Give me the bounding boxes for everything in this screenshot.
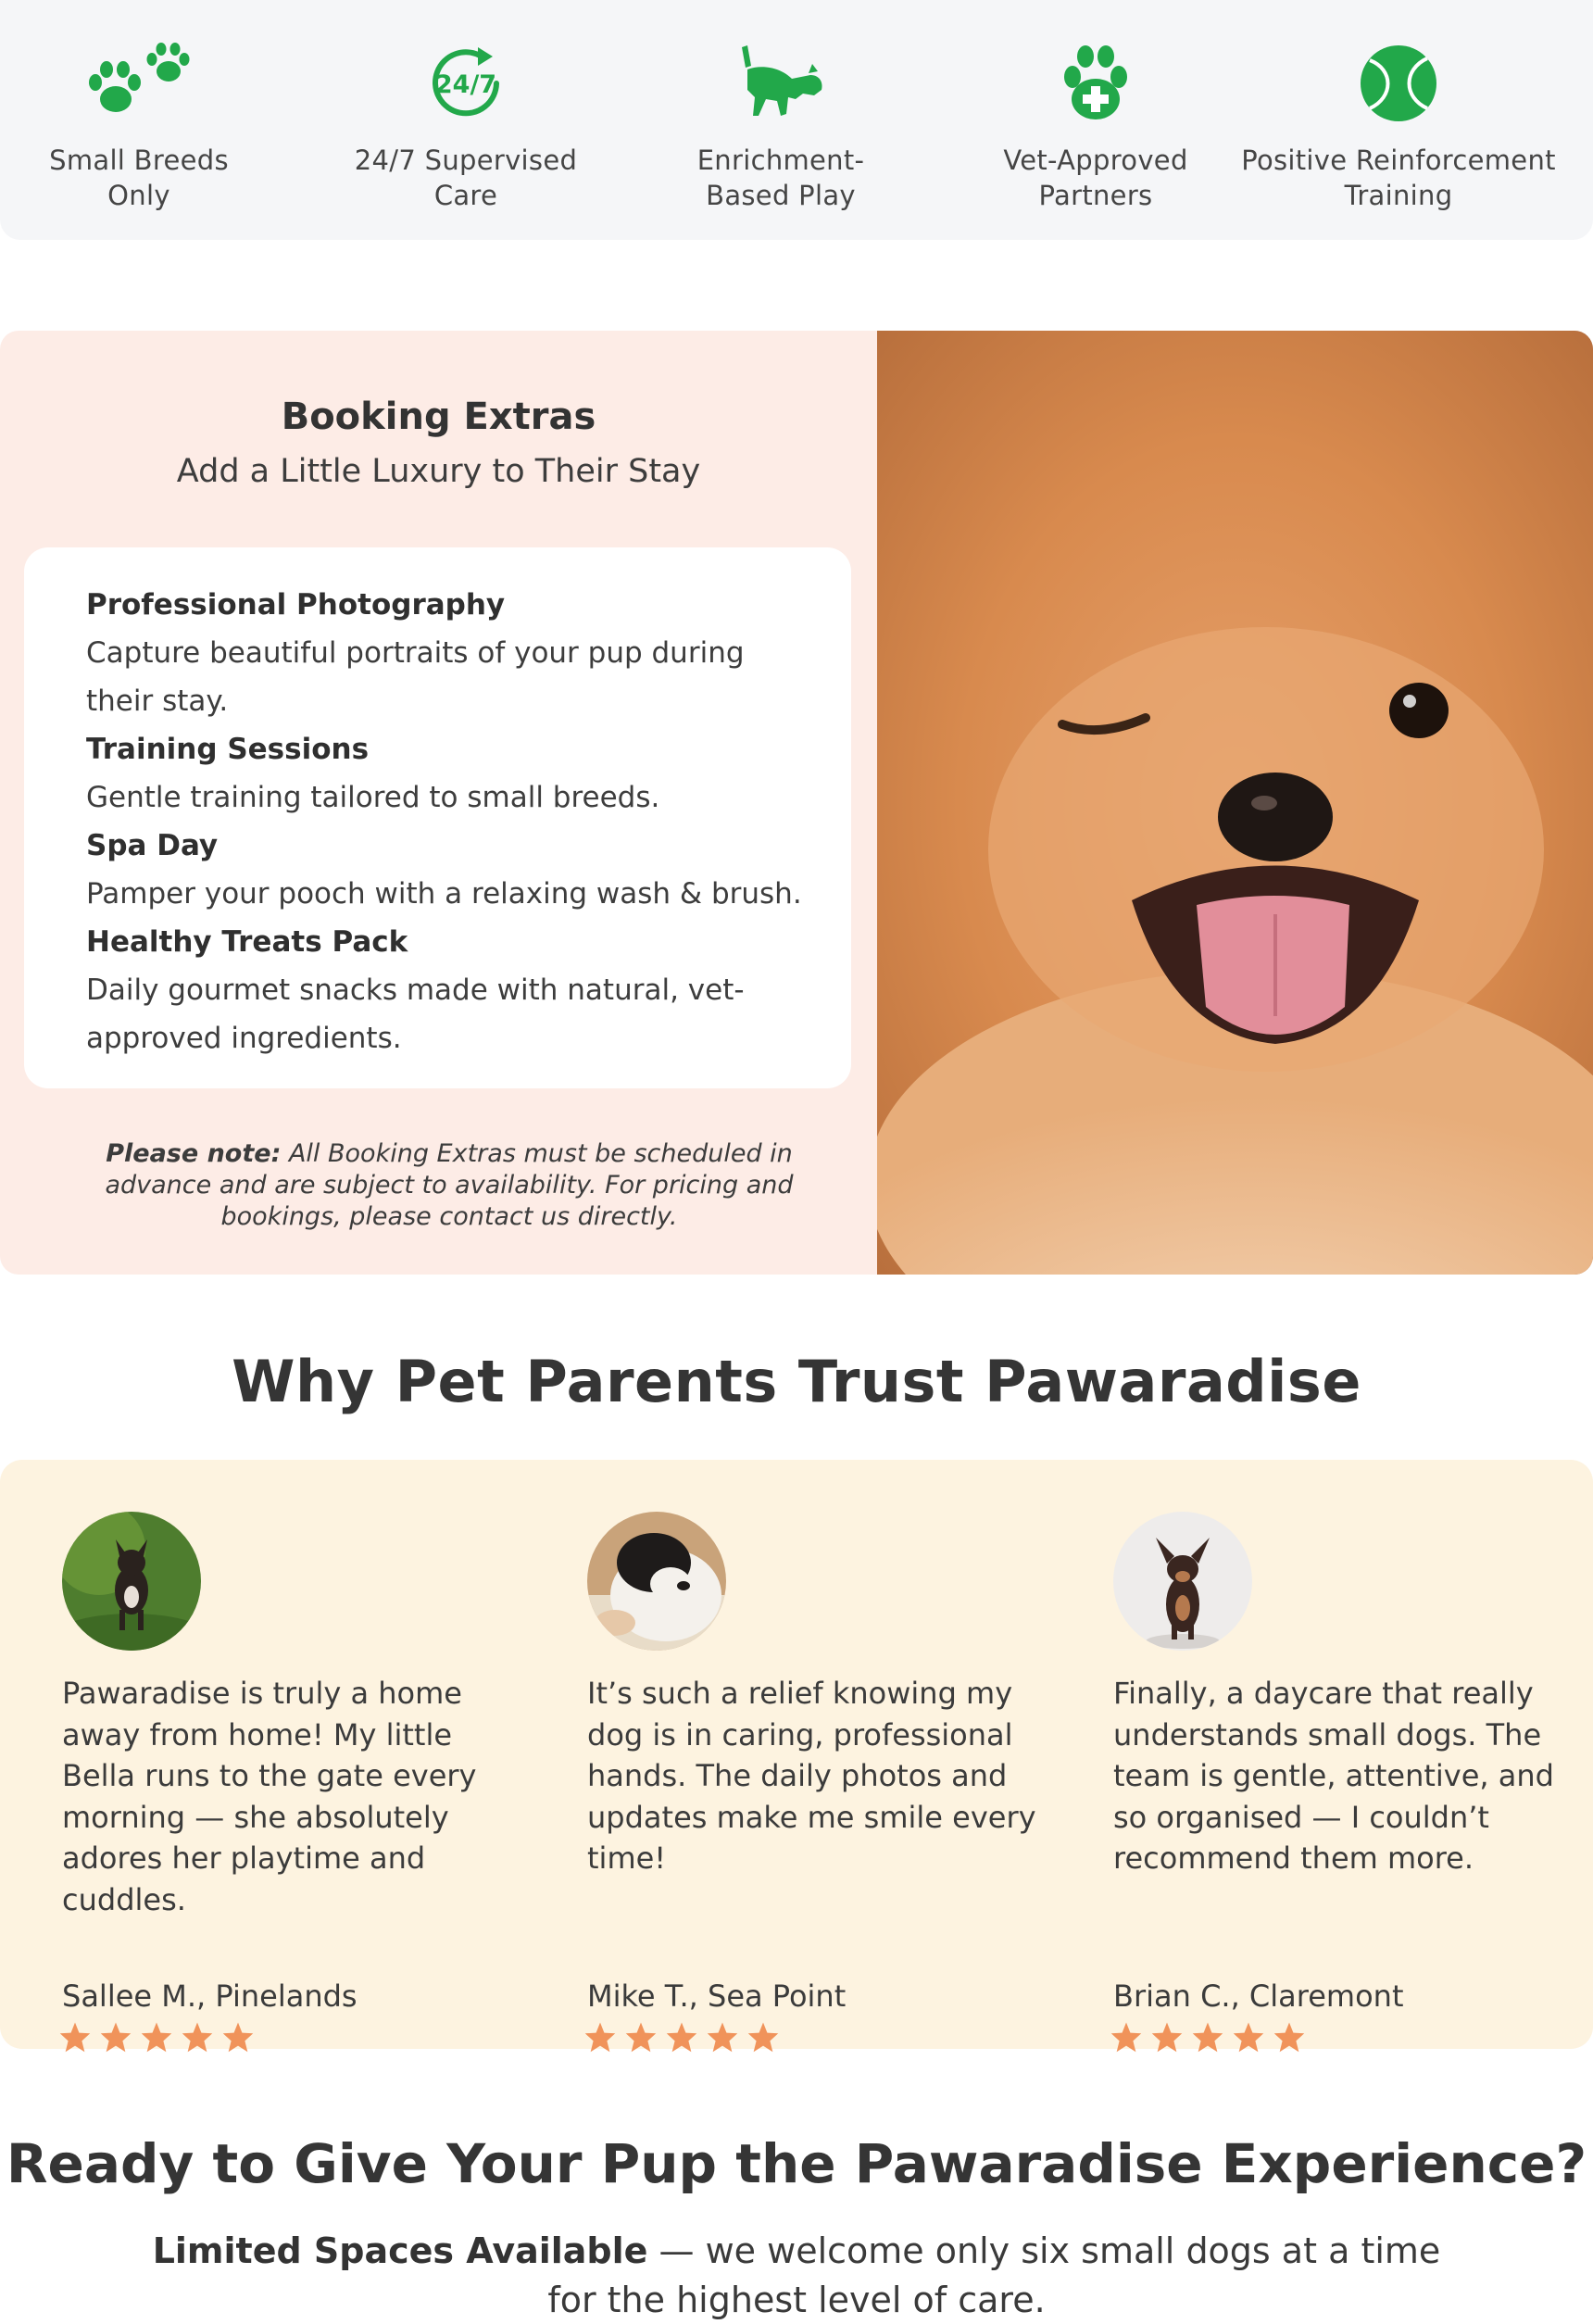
star-icon [1150,2021,1184,2053]
testimonials-title: Why Pet Parents Trust Pawaradise [232,1348,1361,1415]
booking-extras-section [0,331,1593,1275]
star-icon [624,2021,658,2053]
star-icon [665,2021,698,2053]
testimonial-quote: Finally, a daycare that really understands small dogs. The team is gentle, attentive, and so organised — I couldn’t recommend them more. [1113,1676,1554,1876]
testimonials-section [0,1460,1593,2049]
tennis-ball-icon [1241,37,1556,130]
avatar [587,1512,726,1651]
feature-enrichment-play [623,37,938,213]
cta-text [148,2227,1445,2324]
extra-item-desc: Capture beautiful portraits of your pup during their stay. [86,636,745,718]
extra-item-name: Healthy Treats Pack [86,925,408,959]
feature-label: Enrichment- Based Play [696,144,865,211]
feature-small-breeds [0,37,296,213]
extra-item [86,822,814,918]
extra-item [86,725,814,822]
extra-item-name: Professional Photography [86,588,506,622]
feature-label: Positive Reinforcement Training [1241,144,1556,211]
star-icon [746,2021,780,2053]
booking-extras-subtitle: Add a Little Luxury to Their Stay [176,453,701,490]
star-icon [181,2021,214,2053]
feature-vet-approved [938,37,1253,213]
booking-extras-panel [0,331,877,1275]
avatar [62,1512,201,1651]
testimonial-author: Brian C., Claremont [1113,1979,1404,2014]
star-icon [58,2021,92,2053]
extra-item-desc: Pamper your pooch with a relaxing wash & brush. [86,877,802,911]
note-label: Please note: [106,1139,282,1168]
testimonial-card [62,1512,534,2014]
svg-text:24/7: 24/7 [434,70,497,99]
star-icon [1191,2021,1224,2053]
booking-extras-note [83,1138,815,1233]
feature-positive-training [1241,37,1556,213]
features-bar [0,0,1593,240]
extras-list-card [24,547,851,1088]
star-icon [583,2021,617,2053]
testimonial-quote: Pawaradise is truly a home away from home! My little Bella runs to the gate every morning — she absolutely adores her playtime and cuddles. [62,1676,477,1917]
cta-bold-label: Limited Spaces Available [152,2230,648,2271]
clock-24-7-icon [308,37,623,130]
star-rating [583,2021,780,2053]
testimonial-quote: It’s such a relief knowing my dog is in caring, professional hands. The daily photos and updates make me smile every time! [587,1676,1036,1876]
extra-item [86,918,814,1062]
extra-item-desc: Daily gourmet snacks made with natural, vet-approved ingredients. [86,974,745,1055]
pomeranian-photo [877,331,1593,1275]
star-icon [221,2021,255,2053]
extra-item-desc: Gentle training tailored to small breeds. [86,781,660,814]
star-icon [140,2021,173,2053]
feature-supervised-care [308,37,623,213]
star-icon [1232,2021,1265,2053]
cta-body: — we welcome only six small dogs at a time for the highest level of care. [547,2230,1441,2320]
feature-label: 24/7 Supervised Care [354,144,578,211]
testimonial-author: Mike T., Sea Point [587,1979,847,2014]
testimonial-card [587,1512,1060,2014]
testimonial-card [1113,1512,1586,2014]
extra-item-name: Spa Day [86,829,219,862]
avatar [1113,1512,1252,1651]
extra-item [86,581,814,725]
testimonial-author: Sallee M., Pinelands [62,1979,357,2014]
paw-cross-icon [938,37,1253,130]
feature-label: Small Breeds Only [49,144,229,211]
booking-extras-title: Booking Extras [281,396,596,438]
star-icon [706,2021,739,2053]
extra-item-name: Training Sessions [86,733,370,766]
playing-dog-icon [623,37,938,130]
star-icon [1110,2021,1143,2053]
cta-title: Ready to Give Your Pup the Pawaradise Experience? [6,2132,1587,2195]
paw-prints-icon [0,37,296,130]
note-text: All Booking Extras must be scheduled in advance and are subject to availability. For pricing and bookings, please contact us directly. [105,1139,794,1231]
star-rating [1110,2021,1306,2053]
star-rating [58,2021,255,2053]
star-icon [1273,2021,1306,2053]
feature-label: Vet-Approved Partners [1003,144,1188,211]
star-icon [99,2021,132,2053]
